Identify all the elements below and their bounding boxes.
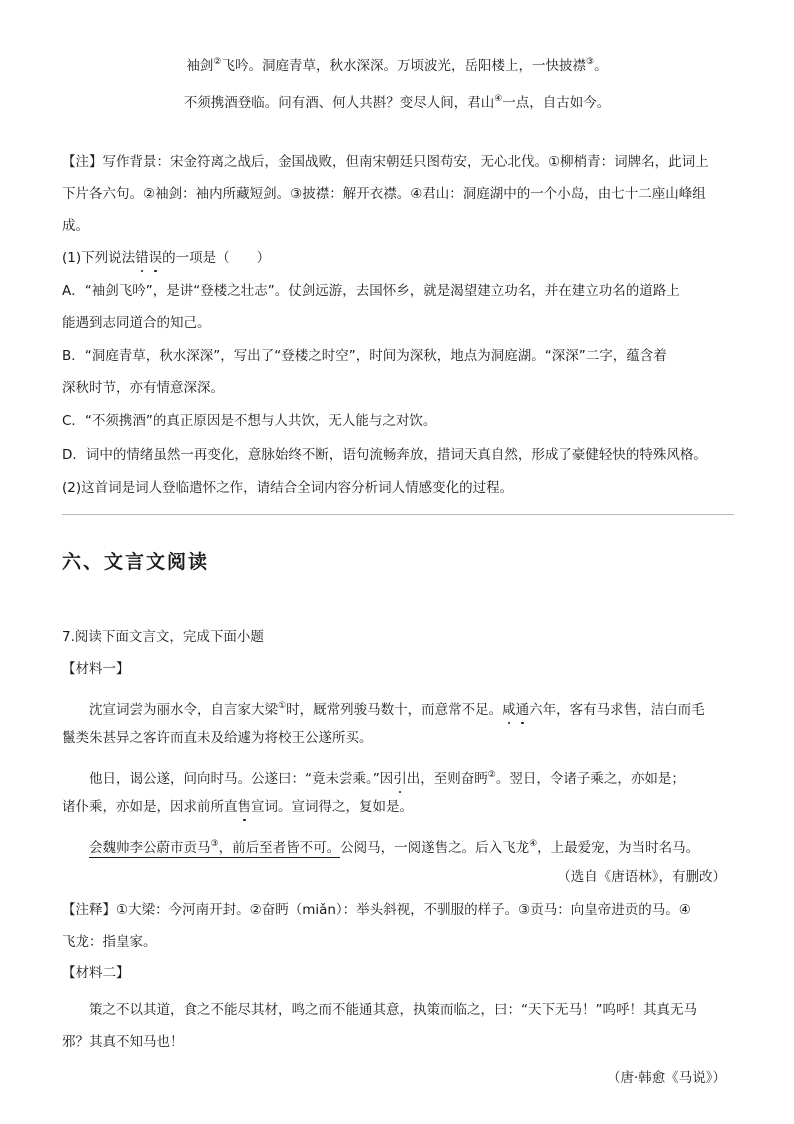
source-citation: （选自《唐语林》，有删改） [557,869,726,885]
option-d[interactable]: D．词中的情绪虽然一再变化，意脉始终不断，语句流畅奔放，措词天真自然，形成了豪健轻快的特殊风格。 [62,447,707,463]
note-line: 【注】写作背景：宋金符离之战后，金国战败，但南宋朝廷只图苟安，无心北伐。①柳梢青：词牌名，此词上 [62,154,709,170]
footnote-marker: ③ [210,839,219,849]
material-1-label: 【材料一】 [62,661,130,677]
option-a[interactable]: A．“袖剑飞吟”，是讲“登楼之壮志”。仗剑远游，去国怀乡，就是渴望建立功名，并在建立功名的道路上 [62,283,680,299]
footnote-marker: ② [487,770,496,780]
note-line: 成。 [62,218,89,234]
source-citation: （唐·韩愈《马说》） [606,1070,726,1086]
emphasis-char: 咸 [502,702,516,718]
material-1-p1-line1: 沈宣词尝为丽水令，自言家大梁①时，厩常列骏马数十，而意常不足。咸通六年，客有马求售，洁白而毛 [89,701,705,718]
option-c[interactable]: C．“不须携酒”的真正原因是不想与人共饮，无人能与之对饮。 [62,413,437,429]
question-1-stem: (1)下列说法错误的一项是（ ） [62,250,271,266]
material-1-p2-line1: 他日，谒公遂，问向时马。公遂曰：“竟未尝乘。”因引出，至则奋眄②。翌日，令诸子乘之，亦如是； [89,770,685,787]
material-1-p3: 会魏帅李公蔚市贡马③，前后至者皆不可。公阅马，一阅遂售之。后入飞龙④，上最爱宠，为当时名马。 [89,839,700,856]
question-2-stem: (2)这首词是词人登临遣怀之作，请结合全词内容分析词人情感变化的过程。 [62,480,514,496]
emphasis-char: 通 [515,702,530,718]
option-b[interactable]: B．“洞庭青草，秋水深深”，写出了“登楼之时空”，时间为深秋，地点为洞庭湖。“深深”二字，蕴含着 [62,348,667,364]
emphasis-char: 误 [148,250,163,266]
footnote-marker: ① [278,701,287,711]
material-1-p2-line2: 诸仆乘，亦如是，因求前所直售宣词。宣词得之，复如是。 [62,799,413,815]
emphasis-char: 售 [237,799,251,815]
material-2-line1: 策之不以其道，食之不能尽其材，鸣之而不能通其意，执策而临之，曰：“天下无马！”呜呼！其真无马 [89,1002,697,1018]
note-line: 下片各六句。②袖剑：袖内所藏短剑。③披襟：解开衣襟。④君山：洞庭湖中的一个小岛，由七十二座山峰组 [62,186,706,202]
section-divider [62,514,734,515]
question-7-stem: 7.阅读下面文言文，完成下面小题 [62,629,264,645]
option-a-continued: 能遇到志同道合的知己。 [62,315,211,331]
poem-line-2: 不须携酒登临。问有酒、何人共斟？变尽人间，君山④一点，自古如今。 [183,94,611,111]
poem-line-1: 袖剑②飞吟。洞庭青草，秋水深深。万顷波光，岳阳楼上，一快披襟③。 [186,57,608,74]
footnote-marker: ④ [494,94,503,104]
emphasis-char: 引 [393,771,407,787]
footnote-marker: ② [213,57,222,67]
footnote-marker: ③ [586,57,595,67]
annotation-line: 【注释】①大梁：今河南开封。②奋眄（miǎn）：举头斜视，不驯服的样子。③贡马：向皇帝进贡的马。④ [62,902,691,918]
underlined-sentence: 会魏帅李公蔚市贡马③，前后至者皆不可。 [89,839,341,856]
material-1-p1-line2: 鬣类朱甚异之客许而直未及给遽为将校王公遂所买。 [62,730,373,746]
annotation-line: 飞龙：指皇家。 [62,934,157,950]
option-b-continued: 深秋时节，亦有情意深深。 [62,380,224,396]
material-2-label: 【材料二】 [62,965,130,981]
section-title: 六、文言文阅读 [62,551,210,573]
material-2-line2: 邪？其真不知马也！ [62,1034,184,1050]
emphasis-char: 错 [135,250,149,266]
footnote-marker: ④ [529,839,538,849]
